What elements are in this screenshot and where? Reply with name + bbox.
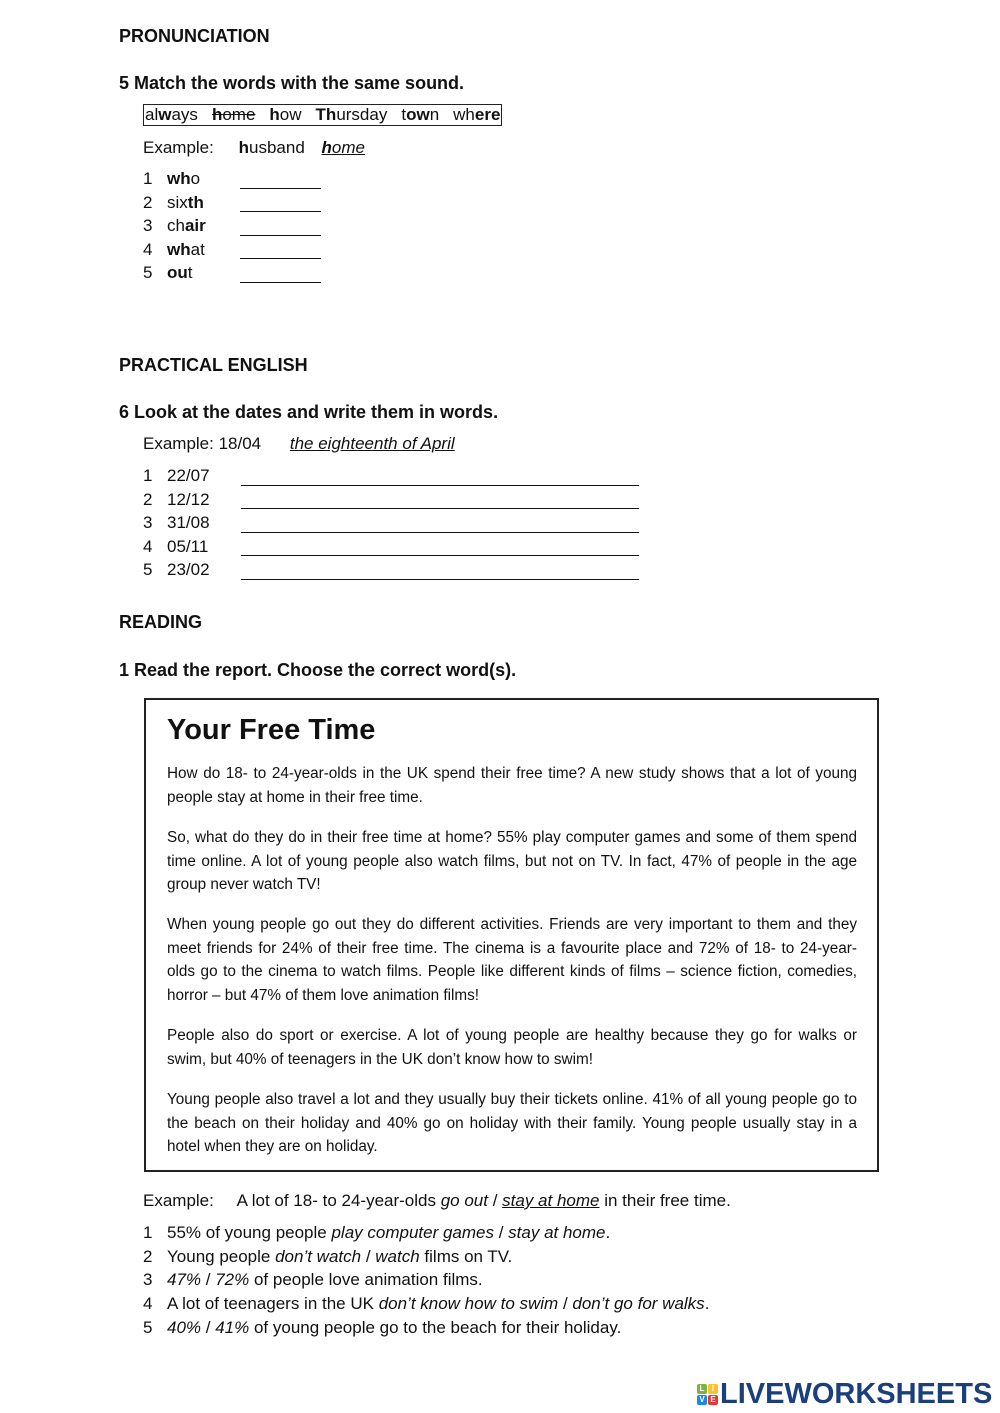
word-box-word: Thursday xyxy=(315,105,388,124)
answer-input[interactable] xyxy=(241,539,639,556)
word-box-word: always xyxy=(145,105,198,124)
item-number: 4 xyxy=(143,1294,153,1314)
word-box-word: town xyxy=(401,105,440,124)
option-2[interactable]: watch xyxy=(375,1246,420,1266)
item-number: 5 xyxy=(143,263,153,282)
example-answer: the eighteenth of April xyxy=(289,434,455,453)
answer-input[interactable] xyxy=(240,219,321,236)
question-1: 1 Read the report. Choose the correct word(s). xyxy=(119,660,517,680)
section-heading-reading: READING xyxy=(119,612,203,632)
logo-tiles-icon: L I V E xyxy=(697,1384,718,1405)
option-2[interactable]: 41% xyxy=(215,1317,250,1337)
liveworksheets-logo xyxy=(697,1378,992,1411)
item-number: 1 xyxy=(143,169,153,188)
pronunciation-item xyxy=(143,240,321,260)
item-date: 05/11 xyxy=(167,536,209,556)
item-number: 5 xyxy=(143,560,153,580)
example-label: Example: xyxy=(143,1191,214,1210)
option-separator: / xyxy=(201,1317,216,1337)
example-option-2-selected: stay at home xyxy=(502,1191,600,1210)
item-number: 1 xyxy=(143,466,153,485)
item-number: 4 xyxy=(143,536,153,556)
pronunciation-item xyxy=(143,216,321,236)
answer-input[interactable] xyxy=(240,172,321,189)
date-item xyxy=(143,466,639,486)
word-box-word: home xyxy=(211,105,256,124)
item-number: 3 xyxy=(143,1270,153,1290)
date-item xyxy=(143,537,639,557)
item-text: Young people xyxy=(167,1246,276,1266)
item-number: 3 xyxy=(143,513,153,533)
item-date: 23/02 xyxy=(167,560,210,580)
item-number: 2 xyxy=(143,489,153,509)
reading-item xyxy=(143,1292,709,1316)
answer-input[interactable] xyxy=(241,563,639,580)
item-date: 22/07 xyxy=(167,466,210,485)
item-number: 2 xyxy=(143,1246,153,1266)
example-label: Example: 18/04 xyxy=(143,434,262,453)
item-word: what xyxy=(167,239,205,259)
logo-text: LIVEWORKSHEETS xyxy=(720,1378,993,1410)
example-option-1: go out xyxy=(440,1191,488,1210)
item-number: 2 xyxy=(143,192,153,212)
reading-item xyxy=(143,1221,610,1245)
word-box-word: how xyxy=(269,105,302,124)
item-word: chair xyxy=(167,216,206,235)
pronunciation-item xyxy=(143,263,321,283)
date-item xyxy=(143,560,639,580)
example-label: Example: xyxy=(143,138,214,157)
word-box xyxy=(143,104,502,126)
item-word: who xyxy=(167,169,201,188)
report-paragraph: People also do sport or exercise. A lot of young people are healthy because they go for walks or swim, but 40% of teenagers in the UK don’t know how to swim! xyxy=(167,1027,857,1068)
option-separator: / xyxy=(487,1191,503,1210)
reading-item xyxy=(143,1245,512,1269)
option-1[interactable]: play computer games xyxy=(331,1223,494,1242)
report-paragraph: So, what do they do in their free time at home? 55% play computer games and some of them spend time online. A lot of young people also watch films, but not on TV. In fact, 47% of people in the age group never watch TV! xyxy=(167,829,857,893)
item-date: 12/12 xyxy=(167,489,210,509)
answer-input[interactable] xyxy=(240,266,321,283)
report-paragraph: How do 18- to 24-year-olds in the UK spend their free time? A new study shows that a lot of young people stay at home in their free time. xyxy=(167,765,857,806)
option-separator: / xyxy=(494,1223,509,1242)
item-text: 55% of young people xyxy=(167,1223,332,1242)
example-answer: home xyxy=(321,138,365,157)
answer-input[interactable] xyxy=(240,195,321,212)
dates-example xyxy=(143,434,455,454)
item-text-end: of young people go to the beach for their holiday. xyxy=(249,1317,622,1337)
option-1[interactable]: 40% xyxy=(167,1317,202,1337)
item-number: 1 xyxy=(143,1223,153,1242)
item-word: sixth xyxy=(167,192,204,212)
pronunciation-item xyxy=(143,193,321,213)
answer-input[interactable] xyxy=(241,516,639,533)
item-text-end: films on TV. xyxy=(419,1246,513,1266)
option-separator: / xyxy=(201,1270,216,1290)
pronunciation-example xyxy=(143,138,365,158)
item-text-end: . xyxy=(605,1223,611,1242)
item-text: A lot of teenagers in the UK xyxy=(167,1294,379,1314)
item-number: 4 xyxy=(143,239,153,259)
option-2[interactable]: stay at home xyxy=(508,1223,606,1242)
section-heading-practical-english: PRACTICAL ENGLISH xyxy=(119,355,308,375)
reading-example xyxy=(143,1191,731,1211)
date-item xyxy=(143,513,639,533)
item-number: 5 xyxy=(143,1317,153,1337)
date-item xyxy=(143,490,639,510)
section-heading-pronunciation: PRONUNCIATION xyxy=(119,26,270,46)
report-paragraph: Young people also travel a lot and they usually buy their tickets online. 41% of all young people go to the beach on their holiday and 40% go on holiday with their family. Young people usually stay in a hotel when they are on holiday. xyxy=(167,1091,857,1155)
option-1[interactable]: don’t watch xyxy=(275,1246,362,1266)
report-paragraph: When young people go out they do different activities. Friends are very important to them and they meet friends for 24% of their free time. The cinema is a favourite place and 72% of 18- to 24-year-olds go to the cinema to watch films. People like different kinds of films – science fiction, comedies, horror – but 47% of them love animation films! xyxy=(167,916,857,1004)
example-text-end: in their free time. xyxy=(599,1191,731,1210)
item-number: 3 xyxy=(143,216,153,235)
answer-input[interactable] xyxy=(241,492,639,509)
question-6: 6 Look at the dates and write them in words. xyxy=(119,402,499,422)
answer-input[interactable] xyxy=(241,469,639,486)
pronunciation-item xyxy=(143,169,321,189)
option-2[interactable]: 72% xyxy=(215,1270,250,1290)
reading-item xyxy=(143,1316,621,1340)
report-title: Your Free Time xyxy=(167,714,376,746)
reading-item xyxy=(143,1268,483,1292)
item-date: 31/08 xyxy=(167,513,210,533)
option-separator: / xyxy=(361,1246,376,1266)
item-text-end: . xyxy=(704,1294,710,1314)
answer-input[interactable] xyxy=(240,242,321,259)
example-text: A lot of 18- to 24-year-olds xyxy=(236,1191,441,1210)
example-word: husband xyxy=(238,138,305,157)
option-2[interactable]: don’t go for walks xyxy=(572,1294,705,1314)
item-word: out xyxy=(167,263,193,282)
item-text-end: of people love animation films. xyxy=(249,1270,483,1290)
option-1[interactable]: don’t know how to swim xyxy=(378,1294,559,1314)
report-box xyxy=(144,698,879,1172)
option-1[interactable]: 47% xyxy=(167,1270,202,1290)
question-5: 5 Match the words with the same sound. xyxy=(119,73,465,93)
word-box-word: where xyxy=(453,105,501,124)
option-separator: / xyxy=(558,1294,573,1314)
